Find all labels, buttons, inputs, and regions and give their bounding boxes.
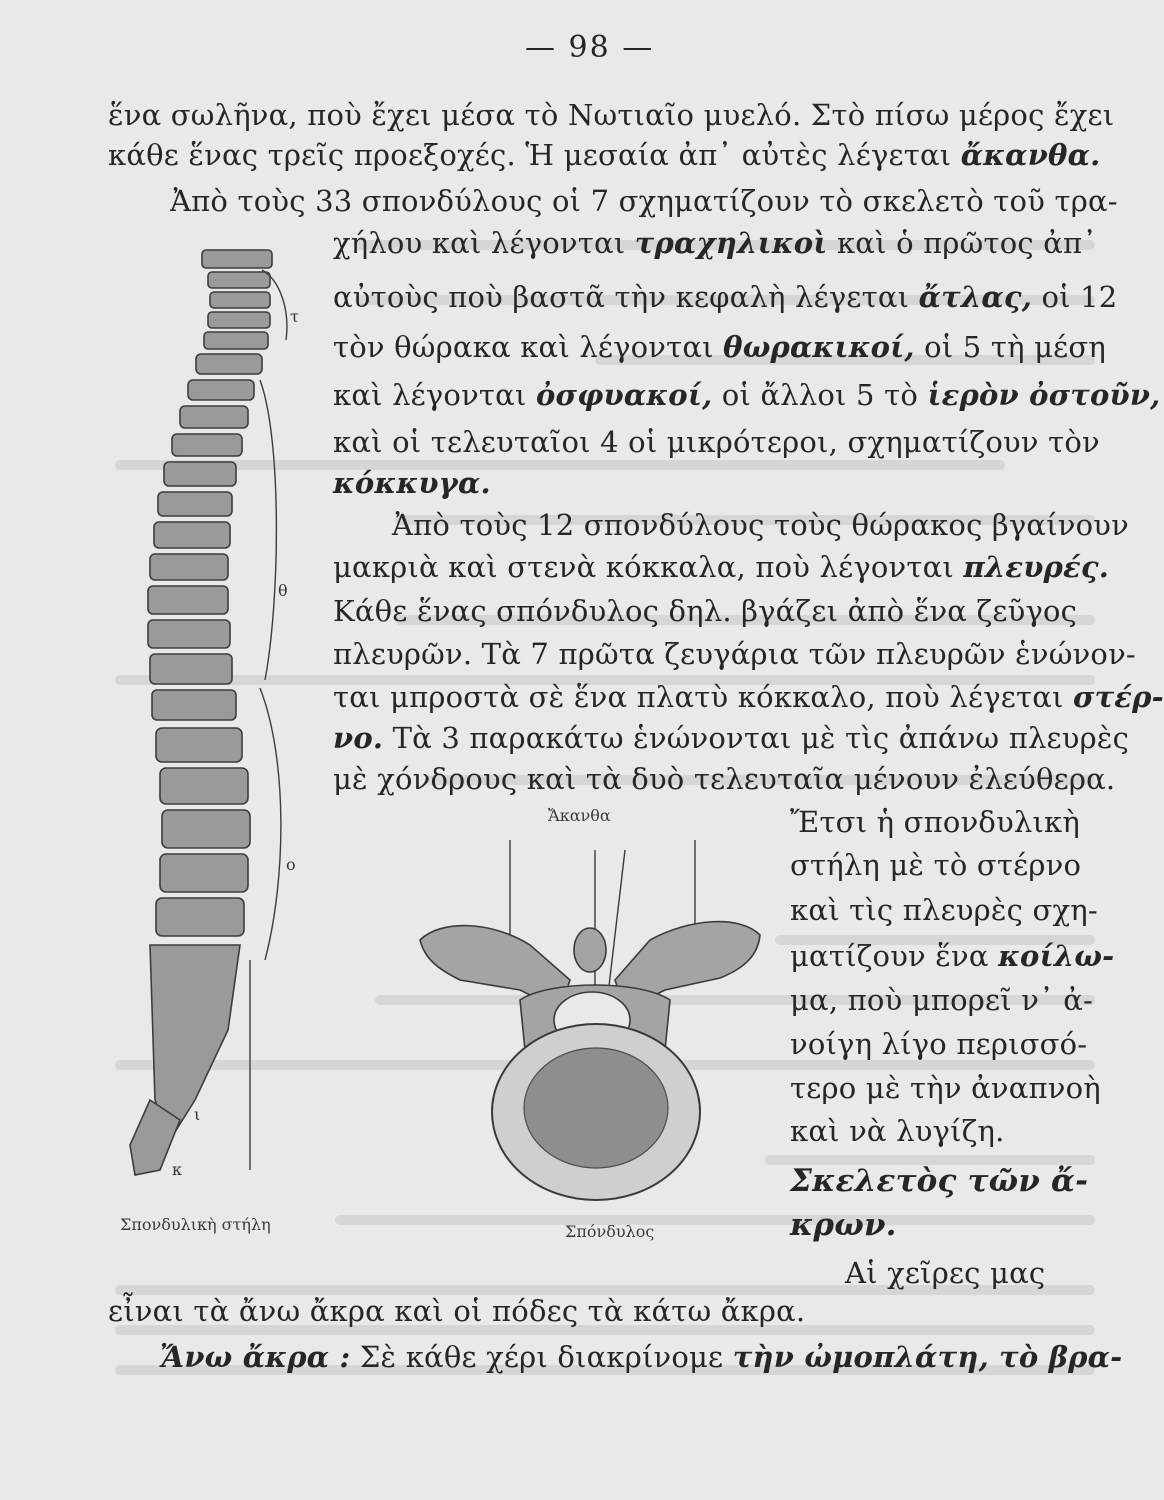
text-line: Ἀπὸ τοὺς 12 σπονδύλους τοὺς θώρακος βγαίνουν xyxy=(392,508,1129,542)
spine-marker: ι xyxy=(194,1105,201,1124)
section-heading: κρων. xyxy=(790,1207,897,1243)
text-line: στήλη μὲ τὸ στέρνο xyxy=(790,848,1082,882)
spine-illustration xyxy=(110,240,320,1195)
text-line: καὶ νὰ λυγίζη. xyxy=(790,1114,1005,1148)
text-span: χήλου καὶ λέγονται xyxy=(333,226,626,260)
text-line: πλευρῶν. Τὰ 7 πρῶτα ζευγάρια τῶν πλευρῶν ἑνώνον- xyxy=(333,637,1136,671)
text-line xyxy=(160,1340,1122,1374)
text-span: καὶ λέγονται xyxy=(333,378,527,412)
vertebra-caption: Σπόνδυλος xyxy=(565,1222,655,1241)
text-line: ἕνα σωλῆνα, ποὺ ἔχει μέσα τὸ Νωτιαῖο μυελό. Στὸ πίσω μέρος ἔχει xyxy=(108,98,1115,132)
text-span: καὶ ὁ πρῶτος ἀπ᾽ xyxy=(836,226,1098,260)
text-line: Ἔτσι ἡ σπονδυλικὴ xyxy=(790,805,1080,839)
text-span: ματίζουν ἕνα xyxy=(790,939,989,973)
spine-caption: Σπονδυλικὴ στήλη xyxy=(120,1215,271,1234)
term-atlas: ἄτλας, xyxy=(918,280,1033,314)
text-line xyxy=(333,330,1106,364)
vertebra-illustration xyxy=(400,840,780,1210)
text-line xyxy=(108,138,1100,172)
spine-marker: ο xyxy=(286,855,296,874)
text-line: μὲ χόνδρους καὶ τὰ δυὸ τελευταῖα μένουν ἐλεύθερα. xyxy=(333,762,1116,796)
text-line xyxy=(333,226,1097,260)
term-cavity: κοίλω- xyxy=(998,939,1115,973)
term-sternum-end: νο. xyxy=(333,721,384,755)
text-span: οἱ ἄλλοι 5 τὸ xyxy=(721,378,919,412)
text-line xyxy=(790,939,1114,973)
text-line: νοίγη λίγο περισσό- xyxy=(790,1027,1088,1061)
term-sacrum: ἱερὸν ὀστοῦν, xyxy=(927,378,1161,412)
text-span: Σὲ κάθε χέρι διακρίνομε xyxy=(359,1340,724,1374)
section-heading: Σκελετὸς τῶν ἄ- xyxy=(790,1163,1089,1199)
term-acantha: ἄκανθα. xyxy=(960,138,1101,172)
text-line: Ἀπὸ τοὺς 33 σπονδύλους οἱ 7 σχηματίζουν τὸ σκελετὸ τοῦ τρα- xyxy=(170,184,1118,218)
term-scapula: τὴν ὠμοπλάτη, τὸ βρα- xyxy=(732,1340,1123,1374)
term-thoracic: θωρακικοί, xyxy=(723,330,915,364)
text-span: κάθε ἕνας τρεῖς προεξοχές. Ἡ μεσαία ἀπ᾽ αὐτὲς λέγεται xyxy=(108,138,952,172)
text-line: εἶναι τὰ ἄνω ἄκρα καὶ οἱ πόδες τὰ κάτω ἄκρα. xyxy=(108,1294,806,1328)
text-line: τερο μὲ τὴν ἀναπνοὴ xyxy=(790,1071,1101,1105)
text-line: καὶ τὶς πλευρὲς σχη- xyxy=(790,893,1098,927)
term-sternum: στέρ- xyxy=(1073,680,1164,714)
acantha-label: Ἄκανθα xyxy=(548,806,611,825)
text-span: αὐτοὺς ποὺ βαστᾶ τὴν κεφαλὴ λέγεται xyxy=(333,280,910,314)
spine-marker: τ xyxy=(290,307,299,326)
term-upper-limbs: Ἄνω ἄκρα : xyxy=(160,1340,351,1374)
text-span: ται μπροστὰ σὲ ἕνα πλατὺ κόκκαλο, ποὺ λέγεται xyxy=(333,680,1064,714)
term-lumbar: ὀσφυακοί, xyxy=(535,378,713,412)
text-line xyxy=(333,378,1160,412)
text-line xyxy=(333,280,1117,314)
spine-marker: θ xyxy=(278,581,288,600)
text-line xyxy=(333,680,1164,714)
text-line: Αἱ χεῖρες μας xyxy=(845,1256,1046,1290)
text-line: Κάθε ἕνας σπόνδυλος δηλ. βγάζει ἀπὸ ἕνα ζεῦγος xyxy=(333,594,1078,628)
text-span: τὸν θώρακα καὶ λέγονται xyxy=(333,330,714,364)
text-span: οἱ 5 τὴ μέση xyxy=(924,330,1106,364)
text-line xyxy=(333,721,1129,755)
term-cervical: τραχηλικοὶ xyxy=(634,226,828,260)
text-span: Τὰ 3 παρακάτω ἑνώνονται μὲ τὶς ἀπάνω πλευρὲς xyxy=(392,721,1130,755)
page-number: — 98 — xyxy=(525,30,655,65)
term-ribs: πλευρές. xyxy=(963,550,1109,584)
spine-marker: κ xyxy=(172,1160,182,1179)
text-span: οἱ 12 xyxy=(1041,280,1118,314)
text-line: μα, ποὺ μπορεῖ ν᾽ ἀ- xyxy=(790,983,1093,1017)
text-line xyxy=(333,550,1109,584)
term-coccyx: κόκκυγα. xyxy=(333,466,491,500)
text-line: καὶ οἱ τελευταῖοι 4 οἱ μικρότεροι, σχηματίζουν τὸν xyxy=(333,425,1100,459)
text-span: μακριὰ καὶ στενὰ κόκκαλα, ποὺ λέγονται xyxy=(333,550,954,584)
